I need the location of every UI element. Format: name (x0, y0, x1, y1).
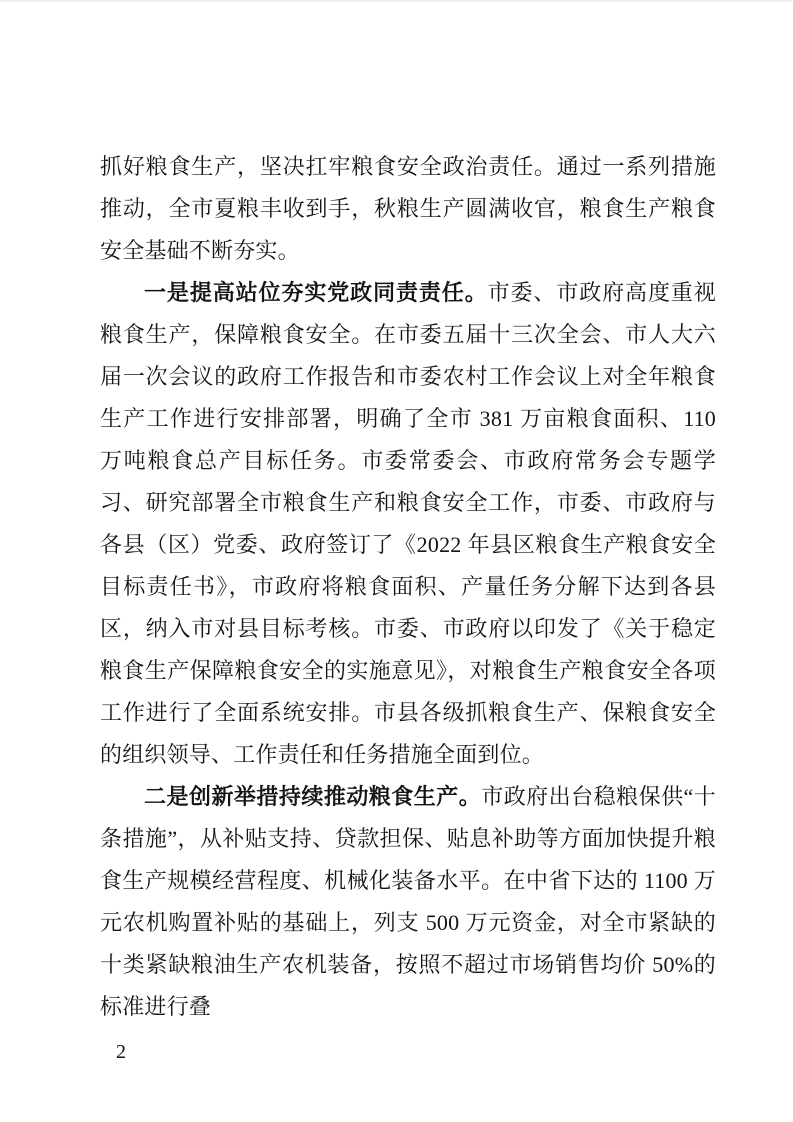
document-body (100, 146, 716, 1028)
paragraph-text: 市委、市政府高度重视粮食生产，保障粮食安全。在市委五届十三次全会、市人大六届一次会议的政府工作报告和市委农村工作会议上对全年粮食生产工作进行安排部署，明确了全市 381 万亩粮食面积、110 万吨粮食总产目标任务。市委常委会、市政府常务会专题学习、研究部署全市粮食生产和粮食安全工作，市委、市政府与各县（区）党委、政府签订了《2022 年县区粮食生产粮食安全目标责任书》，市政府将粮食面积、产量任务分解下达到各县区，纳入市对县目标考核。市委、市政府以印发了《关于稳定粮食生产保障粮食安全的实施意见》，对粮食生产粮食安全各项工作进行了全面系统安排。市县各级抓粮食生产、保粮食安全的组织领导、工作责任和任务措施全面到位。 (100, 280, 716, 767)
paragraph (100, 272, 716, 776)
paragraph-lead: 二是创新举措持续推动粮食生产。 (144, 784, 482, 809)
paragraph-text: 抓好粮食生产，坚决扛牢粮食安全政治责任。通过一系列措施推动，全市夏粮丰收到手，秋粮生产圆满收官，粮食生产粮食安全基础不断夯实。 (100, 154, 716, 263)
page-number: 2 (116, 1041, 126, 1063)
paragraph-text: 市政府出台稳粮保供“十条措施”，从补贴支持、贷款担保、贴息补助等方面加快提升粮食生产规模经营程度、机械化装备水平。在中省下达的 1100 万元农机购置补贴的基础上，列支 500 万元资金，对全市紧缺的十类紧缺粮油生产农机装备，按照不超过市场销售均价 50%的标准进行叠 (100, 784, 716, 1019)
paragraph (100, 776, 716, 1028)
paragraph (100, 146, 716, 272)
paragraph-lead: 一是提高站位夯实党政同责责任。 (144, 280, 488, 305)
